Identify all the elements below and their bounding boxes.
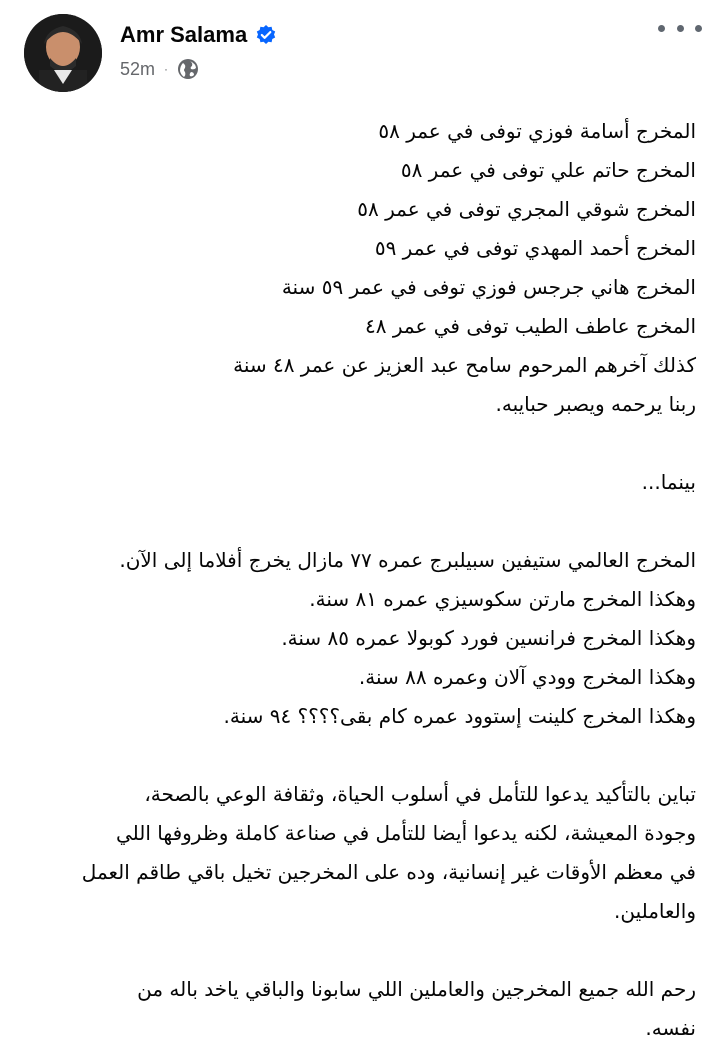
menu-dot [695, 25, 702, 32]
post-line: المخرج حاتم علي توفى في عمر ٥٨ [400, 158, 696, 182]
verified-badge-icon [255, 24, 277, 46]
post-meta [120, 58, 199, 80]
post-line: وهكذا المخرج مارتن سكوسيزي عمره ٨١ سنة. [309, 587, 696, 611]
author-avatar[interactable] [24, 14, 102, 92]
post-line: المخرج أحمد المهدي توفى في عمر ٥٩ [374, 236, 696, 260]
post-line: والعاملين. [613, 899, 696, 923]
post-line: كذلك آخرهم المرحوم سامح عبد العزيز عن عمر ٤٨ سنة [233, 353, 696, 377]
meta-separator: · [164, 62, 169, 76]
paragraph-deceased-directors [16, 112, 696, 424]
post-line: المخرج أسامة فوزي توفى في عمر ٥٨ [378, 119, 696, 143]
paragraph-closing [16, 970, 696, 1048]
post-line: نفسه. [645, 1016, 696, 1040]
post-line: رحم الله جميع المخرجين والعاملين اللي سابونا والباقي ياخد باله من [137, 977, 696, 1001]
globe-icon[interactable] [177, 58, 199, 80]
post-line: تباين بالتأكيد يدعوا للتأمل في أسلوب الحياة، وثقافة الوعي بالصحة، [144, 782, 696, 806]
post-line: وجودة المعيشة، لكنه يدعوا أيضا للتأمل في صناعة كاملة وظروفها اللي [115, 821, 696, 845]
menu-dot [677, 25, 684, 32]
author-name[interactable]: Amr Salama [120, 22, 248, 47]
post-line: في معظم الأوقات غير إنسانية، وده على المخرجين تخيل باقي طاقم العمل [81, 860, 696, 884]
post-line: وهكذا المخرج كلينت إستوود عمره كام بقى؟؟؟؟ ٩٤ سنة. [223, 704, 696, 728]
more-options-icon[interactable] [658, 16, 702, 40]
paragraph-meanwhile [16, 463, 696, 502]
post-body [16, 112, 696, 1048]
post-timestamp[interactable]: 52m [120, 58, 156, 79]
post-line: المخرج عاطف الطيب توفى في عمر ٤٨ [365, 314, 696, 338]
post-line: وهكذا المخرج وودي آلان وعمره ٨٨ سنة. [358, 665, 696, 689]
post-line: المخرج هاني جرجس فوزي توفى في عمر ٥٩ سنة [281, 275, 696, 299]
post-line: المخرج شوقي المجري توفى في عمر ٥٨ [357, 197, 696, 221]
author-name-row [120, 20, 277, 50]
paragraph-international-directors [16, 541, 696, 736]
post-header [0, 0, 720, 110]
post-line: ربنا يرحمه ويصبر حبايبه. [495, 392, 696, 416]
menu-dot [658, 25, 665, 32]
post-line: المخرج العالمي ستيفين سبيلبرج عمره ٧٧ مازال يخرج أفلاما إلى الآن. [119, 548, 696, 572]
post-line: وهكذا المخرج فرانسين فورد كوبولا عمره ٨٥ سنة. [281, 626, 696, 650]
paragraph-reflection [16, 775, 696, 931]
post-line: بينما... [641, 470, 696, 494]
